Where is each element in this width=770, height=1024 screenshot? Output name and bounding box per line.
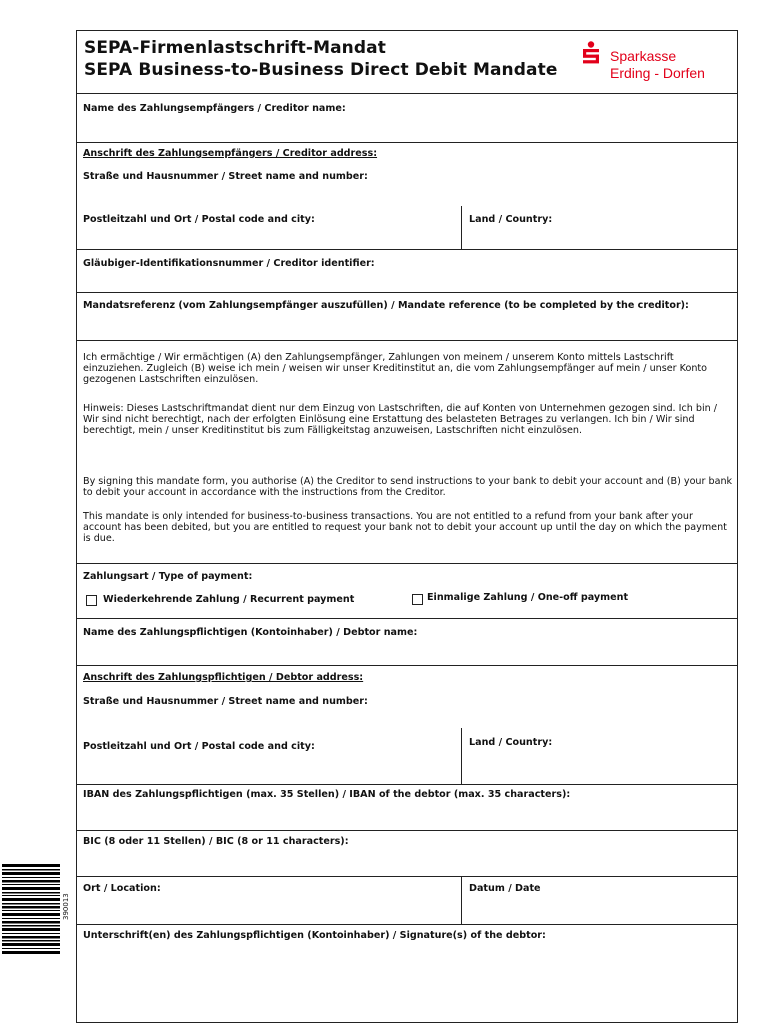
creditor-address-label: Anschrift des Zahlungsempfängers / Creditor address: (83, 148, 378, 159)
logo-text-branch: Erding - Dorfen (610, 65, 705, 81)
divider (76, 830, 738, 831)
recurrent-payment-label: Wiederkehrende Zahlung / Recurrent payment (103, 594, 355, 605)
sparkasse-logo-icon (582, 41, 600, 67)
sparkasse-logo (582, 40, 716, 86)
location-label: Ort / Location: (83, 883, 161, 894)
logo-text-sparkasse: Sparkasse (610, 48, 677, 64)
divider (76, 784, 738, 785)
note-text-en: This mandate is only intended for business-to-business transactions. You are not entitled to a refund from your bank after your account has been debited, but you are entitled to request your bank not to debit your account up until the day on which the payment is due. (83, 511, 727, 545)
debtor-address-label: Anschrift des Zahlungspflichtigen / Debtor address: (83, 672, 364, 683)
note-text-de: Hinweis: Dieses Lastschriftmandat dient nur dem Einzug von Lastschriften, die auf Konten von Unternehmen gezogen sind. Ich bin / Wir sind nicht berechtigt, nach der erfolgten Einlösung eine Erstattung des belasteten Betrages zu verlangen. Ich bin / Wir sind berechtigt, mein / unser Kreditinstitut bis zum Fälligkeitstag anzuweisen, Lastschriften nicht einzulösen. (83, 403, 718, 437)
divider (76, 924, 738, 925)
debtor-bic-label: BIC (8 oder 11 Stellen) / BIC (8 or 11 characters): (83, 836, 349, 847)
barcode-number: 390013 (62, 893, 70, 920)
payment-type-label: Zahlungsart / Type of payment: (83, 571, 253, 582)
divider (76, 292, 738, 293)
divider (76, 876, 738, 877)
divider (76, 249, 738, 250)
divider (76, 618, 738, 619)
signature-label: Unterschrift(en) des Zahlungspflichtigen (Kontoinhaber) / Signature(s) of the debtor: (83, 930, 546, 941)
divider-vertical (461, 728, 462, 784)
form-header (76, 30, 738, 94)
authorisation-text-en: By signing this mandate form, you authorise (A) the Creditor to send instructions to your bank to debit your account and (B) your bank to debit your account in accordance with the instructions from the Creditor. (83, 476, 733, 499)
barcode-icon (2, 864, 60, 956)
creditor-identifier-label: Gläubiger-Identifikationsnummer / Creditor identifier: (83, 258, 375, 269)
divider (76, 340, 738, 341)
authorisation-text-de: Ich ermächtige / Wir ermächtigen (A) den Zahlungsempfänger, Zahlungen von meinem / unserem Konto mittels Lastschrift einzuziehen. Zugleich (B) weise ich mein / weisen wir unser Kreditinstitut an, die vom Zahlungsempfänger auf mein / unser Konto gezogenen Lastschriften einzulösen. (83, 352, 708, 386)
debtor-iban-label: IBAN des Zahlungspflichtigen (max. 35 Stellen) / IBAN of the debtor (max. 35 characters): (83, 789, 571, 800)
debtor-name-label: Name des Zahlungspflichtigen (Kontoinhaber) / Debtor name: (83, 627, 418, 638)
date-label: Datum / Date (469, 883, 541, 894)
divider-vertical (461, 206, 462, 249)
creditor-postal-label: Postleitzahl und Ort / Postal code and city: (83, 214, 315, 225)
creditor-street-label: Straße und Hausnummer / Street name and number: (83, 171, 368, 182)
creditor-country-label: Land / Country: (469, 214, 553, 225)
form-title-english: SEPA Business-to-Business Direct Debit Mandate (84, 60, 558, 80)
divider-vertical (461, 876, 462, 924)
recurrent-payment-checkbox[interactable] (86, 595, 97, 606)
creditor-name-label: Name des Zahlungsempfängers / Creditor name: (83, 103, 346, 114)
debtor-street-label: Straße und Hausnummer / Street name and number: (83, 696, 368, 707)
debtor-country-label: Land / Country: (469, 737, 553, 748)
divider (76, 665, 738, 666)
divider (76, 563, 738, 564)
form-title-german: SEPA-Firmenlastschrift-Mandat (84, 38, 386, 58)
mandate-reference-label: Mandatsreferenz (vom Zahlungsempfänger auszufüllen) / Mandate reference (to be completed by the creditor): (83, 300, 689, 311)
debtor-postal-label: Postleitzahl und Ort / Postal code and city: (83, 741, 315, 752)
oneoff-payment-label: Einmalige Zahlung / One-off payment (427, 592, 629, 603)
divider (76, 142, 738, 143)
oneoff-payment-checkbox[interactable] (412, 594, 423, 605)
